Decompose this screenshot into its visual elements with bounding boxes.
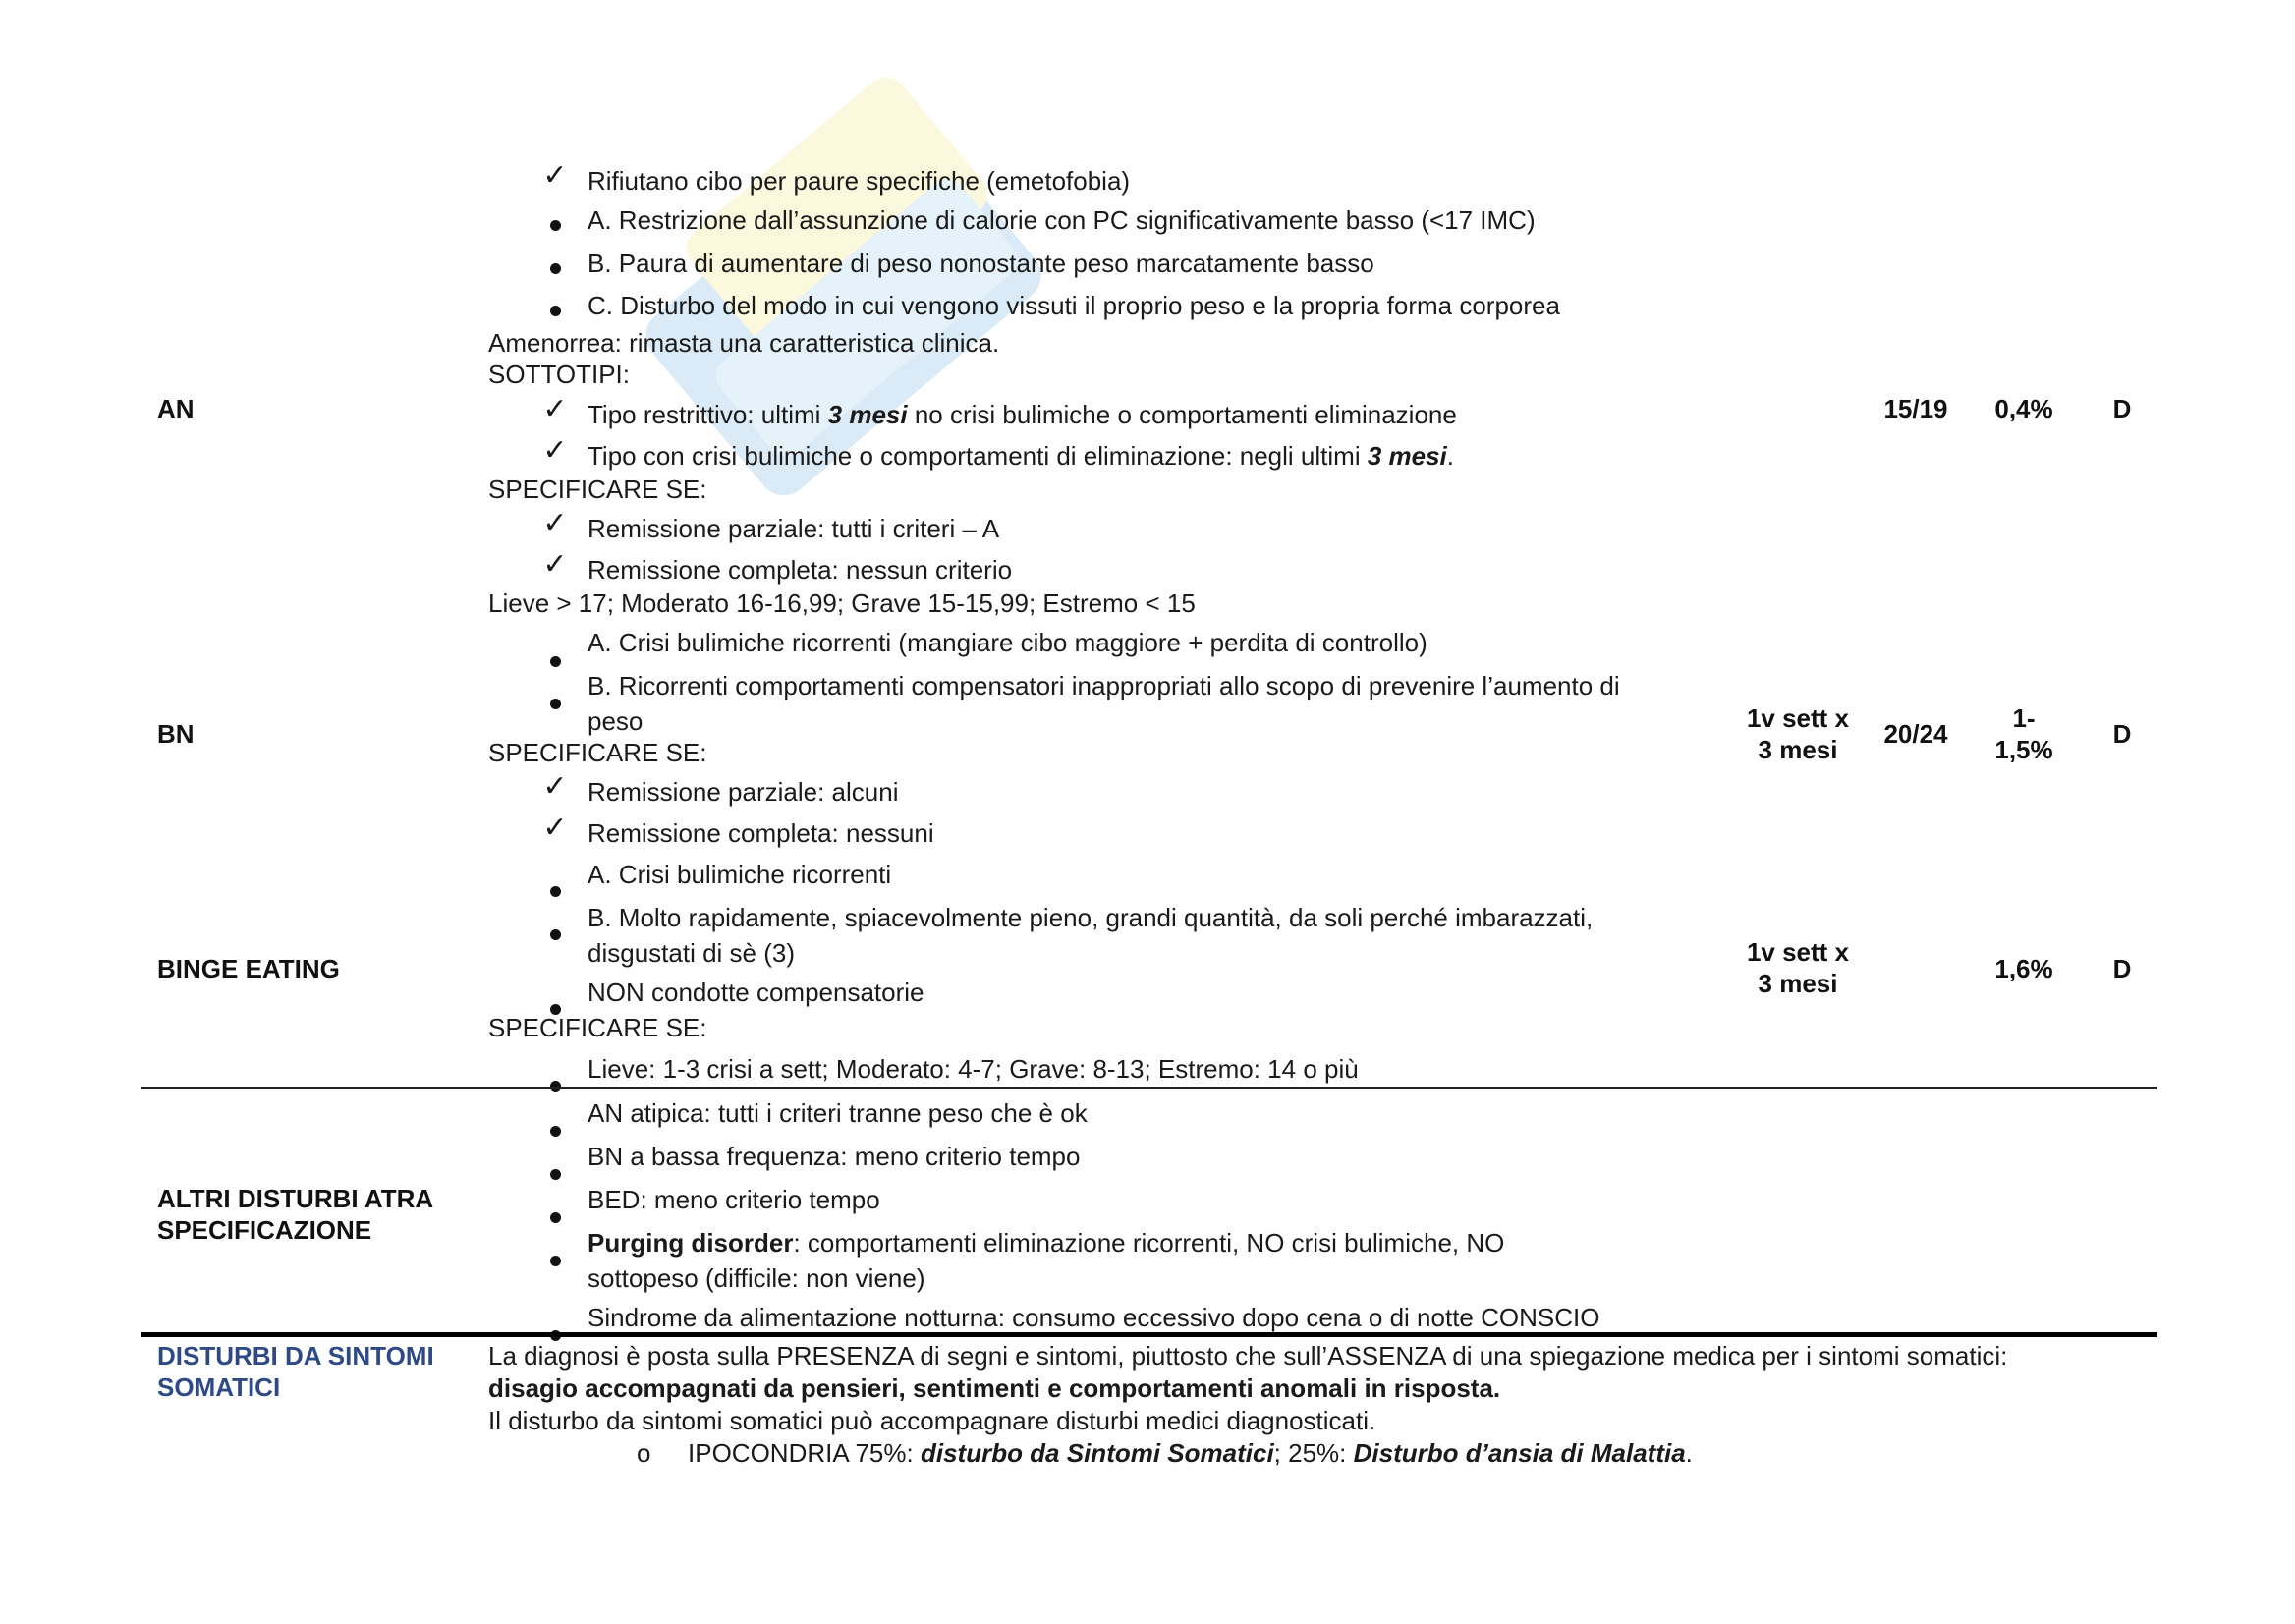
checkmark-icon: ✓ [542, 393, 568, 425]
bullet-icon [538, 248, 572, 283]
checkmark-icon: ✓ [542, 434, 568, 467]
list-item: NON condotte compensatorie [588, 978, 924, 1007]
prevalence-cell: 1,6% [1994, 954, 2053, 983]
checkmark-icon: ✓ [542, 507, 568, 539]
bullet-icon [538, 683, 572, 718]
list-item: A. Crisi bulimiche ricorrenti [588, 860, 892, 889]
row-label-binge-eating: BINGE EATING [157, 954, 340, 983]
row-label-altri-disturbi: ALTRI DISTURBI ATRA SPECIFICAZIONE [157, 1184, 434, 1245]
checkmark-icon: ✓ [542, 548, 568, 581]
prevalence-cell: 1- 1,5% [1994, 703, 2053, 764]
somatici-note: Il disturbo da sintomi somatici può accompagnare disturbi medici diagnosticati. [488, 1406, 1376, 1435]
specificare-heading: SPECIFICARE SE: [488, 475, 707, 504]
row-label-an: AN [157, 394, 195, 423]
list-item: Remissione completa: nessun criterio [588, 555, 1013, 585]
frequency-cell: 1v sett x 3 mesi [1746, 703, 1850, 764]
bullet-icon [538, 1197, 572, 1232]
list-item: Lieve: 1-3 crisi a sett; Moderato: 4-7; Grave: 8-13; Estremo: 14 o più [588, 1054, 1359, 1084]
bullet-icon [538, 1110, 572, 1146]
ipocondria-line: IPOCONDRIA 75%: disturbo da Sintomi Somatici; 25%: Disturbo d’ansia di Malattia. [688, 1438, 1693, 1468]
prevalence-cell: 0,4% [1994, 394, 2053, 423]
bullet-icon [538, 870, 572, 906]
list-item: Remissione parziale: alcuni [588, 777, 899, 807]
bullet-icon: o [637, 1438, 651, 1468]
list-item: BED: meno criterio tempo [588, 1185, 880, 1214]
list-item: B. Ricorrenti comportamenti compensatori inappropriati allo scopo di prevenire l’aumento di [588, 671, 1620, 700]
checkmark-icon: ✓ [542, 159, 568, 192]
list-item: Tipo con crisi bulimiche o comportamenti di eliminazione: negli ultimi 3 mesi. [588, 441, 1454, 471]
severity-note: Lieve > 17; Moderato 16-16,99; Grave 15-15,99; Estremo < 15 [488, 588, 1196, 618]
checkmark-icon: ✓ [542, 770, 568, 803]
list-item-continuation: sottopeso (difficile: non viene) [588, 1263, 925, 1293]
list-item: Purging disorder: comportamenti eliminazione ricorrenti, NO crisi bulimiche, NO [588, 1228, 1505, 1258]
somatici-description: La diagnosi è posta sulla PRESENZA di segni e sintomi, piuttosto che sull’ASSENZA di una spiegazione medica per i sintomi somatici: [488, 1341, 2008, 1371]
bullet-icon [538, 204, 572, 240]
somatici-description-bold: disagio accompagnati da pensieri, sentimenti e comportamenti anomali in risposta. [488, 1373, 1501, 1403]
amenorrea-note: Amenorrea: rimasta una caratteristica clinica. [488, 328, 1000, 358]
bullet-icon [538, 1240, 572, 1275]
list-item: A. Restrizione dall’assunzione di calorie con PC significativamente basso (<17 IMC) [588, 205, 1536, 235]
list-item: Rifiutano cibo per paure specifiche (emetofobia) [588, 166, 1131, 196]
list-item: Remissione parziale: tutti i criteri – A [588, 514, 1000, 543]
code-cell: D [2112, 394, 2132, 423]
sottotipi-heading: SOTTOTIPI: [488, 360, 630, 389]
age-cell: 15/19 [1883, 394, 1948, 423]
row-label-sintomi-somatici: DISTURBI DA SINTOMI SOMATICI [157, 1341, 434, 1402]
checkmark-icon: ✓ [542, 812, 568, 844]
list-item: B. Paura di aumentare di peso nonostante peso marcatamente basso [588, 249, 1374, 278]
list-item: Sindrome da alimentazione notturna: consumo eccessivo dopo cena o di notte CONSCIO [588, 1303, 1600, 1332]
specificare-heading: SPECIFICARE SE: [488, 1013, 707, 1042]
code-cell: D [2112, 954, 2132, 983]
list-item-continuation: peso [588, 706, 644, 736]
age-cell: 20/24 [1883, 719, 1948, 749]
list-item: AN atipica: tutti i criteri tranne peso che è ok [588, 1098, 1088, 1128]
frequency-cell: 1v sett x 3 mesi [1746, 937, 1850, 998]
list-item: C. Disturbo del modo in cui vengono vissuti il proprio peso e la propria forma corporea [588, 291, 1560, 320]
bullet-icon [538, 641, 572, 676]
bullet-icon [538, 1153, 572, 1189]
list-item: Remissione completa: nessuni [588, 818, 934, 848]
list-item: Tipo restrittivo: ultimi 3 mesi no crisi bulimiche o comportamenti eliminazione [588, 400, 1457, 429]
specificare-heading: SPECIFICARE SE: [488, 738, 707, 767]
list-item: B. Molto rapidamente, spiacevolmente pieno, grandi quantità, da soli perché imbarazzati, [588, 903, 1594, 932]
bullet-icon [538, 1065, 572, 1100]
row-divider [141, 1087, 2157, 1089]
bullet-icon [538, 914, 572, 949]
list-item: BN a bassa frequenza: meno criterio tempo [588, 1142, 1081, 1171]
list-item-continuation: disgustati di sè (3) [588, 938, 795, 968]
bullet-icon [538, 290, 572, 325]
row-label-bn: BN [157, 719, 195, 749]
code-cell: D [2112, 719, 2132, 749]
list-item: A. Crisi bulimiche ricorrenti (mangiare cibo maggiore + perdita di controllo) [588, 628, 1427, 657]
section-divider [141, 1332, 2157, 1337]
